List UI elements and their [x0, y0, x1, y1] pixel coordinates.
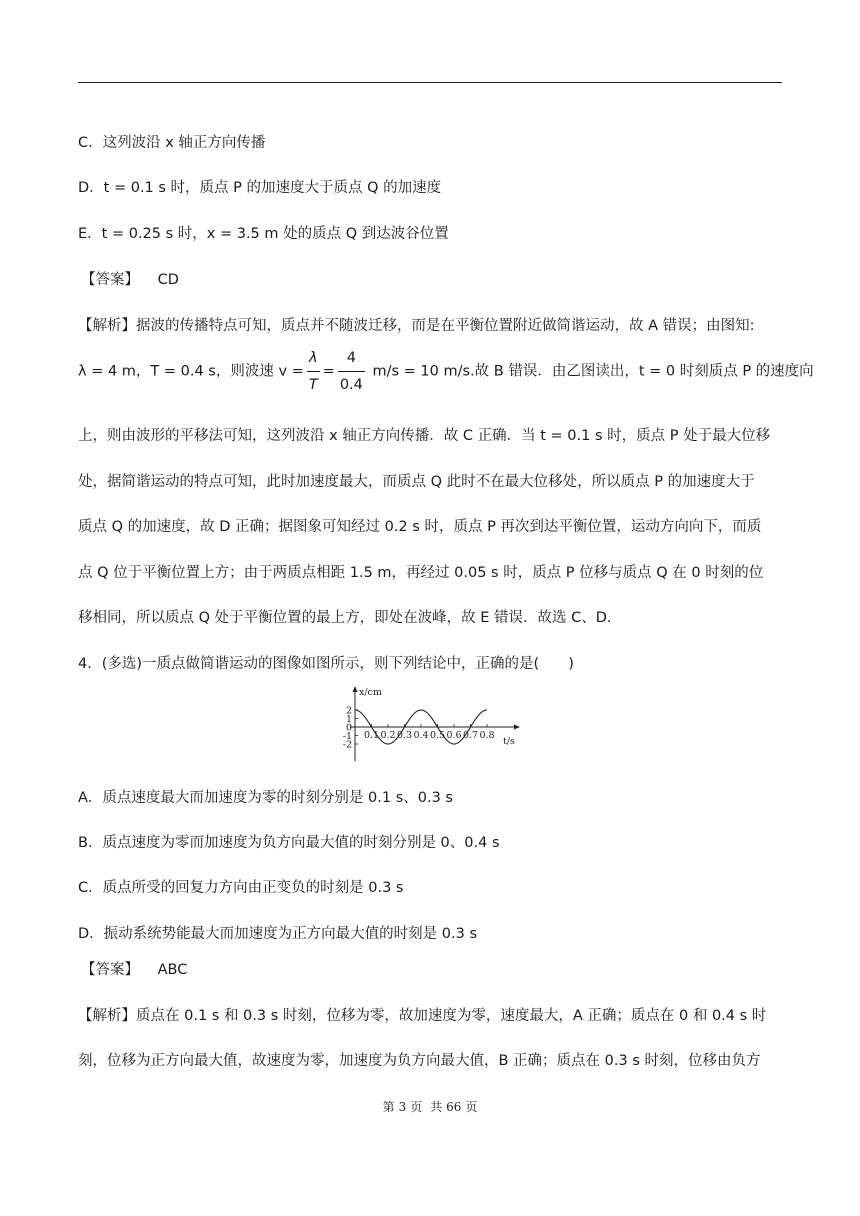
total-pages: 66 [446, 1100, 462, 1114]
y-tick-label: -1 [342, 731, 352, 742]
y-tick-label: -2 [342, 739, 352, 751]
q4-answer [81, 958, 187, 979]
explanation-text: m/s = 10 m/s.故 B 错误．由乙图读出，t = 0 时刻质点 P 的速度向 [372, 363, 814, 380]
page-footer: 第 3 页 共 66 页 [382, 1100, 478, 1114]
y-tick-label: 0 [345, 722, 352, 734]
q4-stem: 4．(多选)一质点做简谐运动的图像如图所示，则下列结论中，正确的是( ) [78, 656, 574, 672]
y-tick-label: 2 [345, 705, 352, 717]
q3-explanation-line-3: 上，则由波形的平移法可知，这列波沿 x 轴正方向传播．故 C 正确．当 t = 0.1 s 时，质点 P 处于最大位移 [78, 428, 771, 444]
q3-explanation-line-7: 移相同，所以质点 Q 处于平衡位置的最上方，即处在波峰，故 E 错误．故选 C、D. [78, 610, 612, 626]
fraction-lambda-over-t: $\frac{\lambda}{T}$ [308, 350, 318, 393]
q3-explanation-line-2: λ = 4 m，T = 0.4 s，则波速 v = $\frac{\lambda}{T}$ = $\frac{4}{0.4}$ m/s = 10 m/s.故 B 错误．由乙图读出，t = 0 时刻质点 P 的速度向 [78, 350, 814, 393]
x-tick-label: 0.6 [446, 730, 462, 741]
y-axis-arrow [353, 686, 358, 692]
y-axis-label: x/cm [359, 687, 382, 698]
fraction-4-over-0.4: $\frac{4}{0.4}$ [339, 350, 363, 393]
answer-label: 【答案】 [81, 272, 139, 288]
x-tick-label: 0.7 [462, 730, 479, 741]
x-tick-label: 0.5 [429, 730, 446, 741]
x-tick-label: 0.2 [380, 730, 396, 741]
y-tick-label: 1 [345, 714, 352, 725]
answer-label: 【答案】 [81, 962, 139, 978]
q3-answer [81, 268, 179, 289]
x-tick-label: 0.4 [413, 730, 429, 741]
shm-displacement-graph [330, 683, 530, 765]
answer-value: CD [157, 272, 179, 288]
q4-option-c: C．质点所受的回复力方向由正变负的时刻是 0.3 s [78, 880, 404, 896]
x-axis-arrow [514, 725, 520, 730]
x-axis-label: t/s [503, 736, 515, 747]
q4-explanation-line-2: 刻，位移为正方向最大值，故速度为零，加速度为负方向最大值，B 正确；质点在 0.3 s 时刻，位移由负方 [78, 1053, 761, 1069]
q3-option-d: D．t = 0.1 s 时，质点 P 的加速度大于质点 Q 的加速度 [78, 180, 442, 196]
q3-option-c: C．这列波沿 x 轴正方向传播 [78, 135, 266, 151]
x-tick-label: 0.8 [479, 730, 495, 741]
header-rule [78, 82, 782, 83]
x-tick-label: 0.3 [396, 730, 413, 741]
q4-option-a: A．质点速度最大而加速度为零的时刻分别是 0.1 s、0.3 s [78, 790, 453, 806]
explanation-text: 据波的传播特点可知，质点并不随波迁移，而是在平衡位置附近做简谐运动，故 A 错误；由图知: [136, 318, 755, 334]
q3-explanation-line-4: 处，据简谐运动的特点可知，此时加速度最大，而质点 Q 此时不在最大位移处，所以质点 P 的加速度大于 [78, 474, 755, 490]
explanation-label: 【解析】 [78, 1008, 136, 1024]
answer-value: ABC [157, 962, 188, 978]
explanation-text: λ = 4 m，T = 0.4 s，则波速 v = [78, 363, 304, 380]
q3-option-e: E．t = 0.25 s 时，x = 3.5 m 处的质点 Q 到达波谷位置 [78, 226, 449, 242]
q4-option-d: D．振动系统势能最大而加速度为正方向最大值的时刻是 0.3 s [78, 926, 477, 942]
q4-explanation-line-1 [78, 1004, 766, 1025]
q3-explanation-line-1 [78, 314, 755, 335]
q3-explanation-line-6: 点 Q 位于平衡位置上方；由于两质点相距 1.5 m，再经过 0.05 s 时，质点 P 位移与质点 Q 在 0 时刻的位 [78, 565, 764, 581]
explanation-text: 质点在 0.1 s 和 0.3 s 时刻，位移为零，故加速度为零，速度最大，A 正确；质点在 0 和 0.4 s 时 [136, 1008, 767, 1024]
page-number: 3 [398, 1100, 407, 1114]
x-tick-label: 0.1 [363, 730, 380, 741]
q3-explanation-line-5: 质点 Q 的加速度，故 D 正确；据图象可知经过 0.2 s 时，质点 P 再次到达平衡位置，运动方向向下，而质 [78, 519, 762, 535]
q4-option-b: B．质点速度为零而加速度为负方向最大值的时刻分别是 0、0.4 s [78, 835, 500, 851]
explanation-label: 【解析】 [78, 318, 136, 334]
